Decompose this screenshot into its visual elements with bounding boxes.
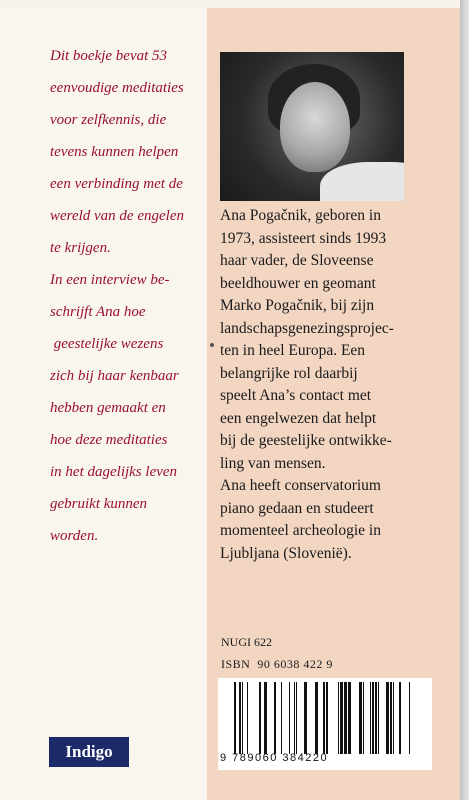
bio-line: ling van mensen. bbox=[220, 454, 326, 472]
bio-line: landschapsgenezingsprojec- bbox=[220, 319, 394, 337]
blurb-line: gebruikt kunnen bbox=[50, 496, 148, 512]
blurb-line: voor zelfkennis, die bbox=[50, 112, 167, 128]
barcode bbox=[218, 678, 432, 770]
bio-line: een engelwezen dat helpt bbox=[220, 409, 377, 427]
bio-line: ten in heel Europa. Een bbox=[220, 342, 366, 359]
author-bio bbox=[220, 205, 455, 565]
bio-line: piano gedaan en studeert bbox=[220, 499, 374, 517]
bio-line: haar vader, de Sloveense bbox=[220, 252, 374, 269]
photo-shoulder bbox=[320, 162, 404, 201]
publisher-logo: Indigo bbox=[49, 737, 129, 767]
blurb-line: te krijgen. bbox=[50, 240, 111, 256]
bio-line: Ljubljana (Slovenië). bbox=[220, 544, 352, 562]
bio-line: bij de geestelijke ontwikke- bbox=[220, 432, 392, 449]
photo-face bbox=[280, 82, 350, 172]
blurb-line: wereld van de engelen bbox=[50, 208, 184, 224]
blurb-line: een verbinding met de bbox=[50, 176, 183, 192]
blurb-line: Dit boekje bevat 53 bbox=[50, 48, 168, 64]
blurb-text bbox=[50, 40, 215, 552]
blurb-line: in het dagelijks leven bbox=[50, 464, 178, 480]
barcode-bars bbox=[232, 682, 424, 754]
bio-line: Ana heeft conservatorium bbox=[220, 477, 381, 494]
blurb-line: eenvoudige meditaties bbox=[50, 80, 184, 96]
blurb-line: worden. bbox=[50, 528, 99, 544]
book-spine-edge bbox=[459, 0, 469, 800]
bio-line: Ana Pogačnik, geboren in bbox=[220, 207, 381, 224]
bio-line: momenteel archeologie in bbox=[220, 522, 381, 539]
bio-line: beeldhouwer en geomant bbox=[220, 274, 376, 292]
bio-line: speelt Ana’s contact met bbox=[220, 387, 372, 404]
blurb-line: tevens kunnen helpen bbox=[50, 144, 179, 160]
blurb-line: hebben gemaakt en bbox=[50, 400, 166, 416]
blurb-line: zich bij haar kenbaar bbox=[50, 368, 179, 384]
bio-line: 1973, assisteert sinds 1993 bbox=[220, 229, 387, 247]
bio-line: Marko Pogačnik, bij zijn bbox=[220, 297, 375, 314]
isbn-number: ISBN 90 6038 422 9 bbox=[221, 657, 333, 671]
blurb-line: geestelijke wezens bbox=[50, 336, 164, 352]
author-photo bbox=[220, 52, 404, 201]
blurb-line: In een interview be- bbox=[50, 272, 170, 288]
blurb-line: schrijft Ana hoe bbox=[50, 304, 146, 320]
barcode-number: 9 789060 384220 bbox=[220, 752, 329, 764]
nugi-code: NUGI 622 bbox=[221, 635, 272, 649]
bio-line: belangrijke rol daarbij bbox=[220, 364, 358, 382]
blurb-line: hoe deze meditaties bbox=[50, 432, 168, 448]
bullet-dot bbox=[210, 343, 214, 347]
